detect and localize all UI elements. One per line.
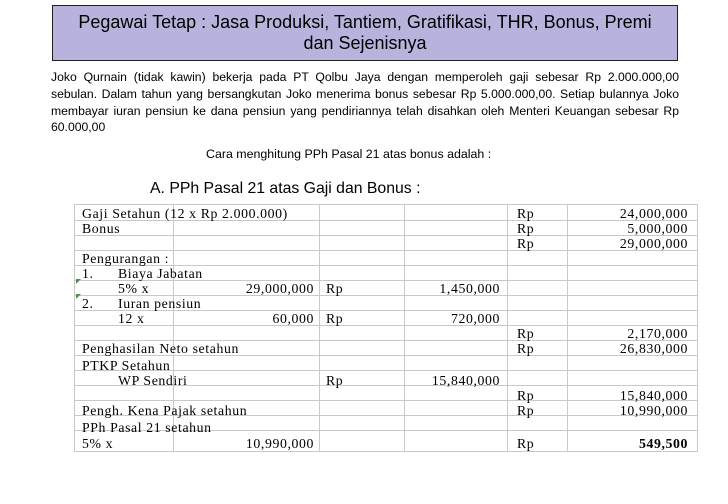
gaji-label: Gaji Setahun (12 x Rp 2.000.000)	[82, 206, 288, 221]
iuran-pensiun-label: Iuran pensiun	[118, 296, 202, 311]
iuran-pensiun-multiplier: 12 x	[118, 311, 145, 326]
gaji-currency: Rp	[517, 206, 535, 221]
bonus-value: 5,000,000	[627, 221, 688, 236]
bonus-currency: Rp	[517, 221, 535, 236]
ptkp-total-value: 15,840,000	[619, 388, 688, 403]
bonus-label: Bonus	[82, 221, 121, 236]
pph-currency: Rp	[517, 436, 535, 451]
calculation-table	[74, 204, 698, 454]
iuran-pensiun-base: 60,000	[272, 311, 314, 326]
bruto-value: 29,000,000	[619, 236, 688, 251]
neto-value: 26,830,000	[619, 341, 688, 356]
biaya-jabatan-label: Biaya Jabatan	[118, 266, 203, 281]
neto-label: Penghasilan Neto setahun	[82, 341, 239, 356]
bruto-currency: Rp	[517, 236, 535, 251]
pph-value: 549,500	[638, 436, 688, 451]
title-line-2: dan Sejenisnya	[303, 33, 427, 53]
iuran-pensiun-value: 720,000	[450, 311, 500, 326]
grid-line-h	[74, 235, 698, 236]
pengurangan-label: Pengurangan :	[82, 251, 170, 266]
item-number-2: 2.	[82, 296, 94, 311]
biaya-jabatan-value: 1,450,000	[439, 281, 500, 296]
cell-comment-marker	[76, 294, 81, 299]
ptkp-total-currency: Rp	[517, 388, 535, 403]
grid-line-h	[74, 325, 698, 326]
total-pengurangan-value: 2,170,000	[627, 326, 688, 341]
wp-sendiri-value: 15,840,000	[431, 373, 500, 388]
wp-sendiri-currency: Rp	[326, 373, 344, 388]
wp-sendiri-label: WP Sendiri	[118, 373, 188, 388]
title-line-1: Pegawai Tetap : Jasa Produksi, Tantiem, Gratifikasi, THR, Bonus, Premi	[78, 12, 652, 32]
cell-comment-marker	[76, 279, 81, 284]
total-pengurangan-currency: Rp	[517, 326, 535, 341]
neto-currency: Rp	[517, 341, 535, 356]
pph-rate: 5% x	[82, 436, 114, 451]
pkp-value: 10,990,000	[619, 403, 688, 418]
iuran-pensiun-currency: Rp	[326, 311, 344, 326]
pkp-currency: Rp	[517, 403, 535, 418]
item-number-1: 1.	[82, 266, 94, 281]
grid-line-h	[74, 451, 698, 452]
slide-title	[52, 5, 678, 61]
ptkp-label: PTKP Setahun	[82, 358, 171, 373]
section-heading: A. PPh Pasal 21 atas Gaji dan Bonus :	[150, 180, 421, 197]
pph-base: 10,990,000	[245, 436, 314, 451]
pph-label: PPh Pasal 21 setahun	[82, 420, 212, 435]
grid-line-h	[74, 400, 698, 401]
biaya-jabatan-rate: 5% x	[118, 281, 150, 296]
instruction-text: Cara menghitung PPh Pasal 21 atas bonus adalah :	[206, 147, 492, 161]
biaya-jabatan-base: 29,000,000	[245, 281, 314, 296]
grid-line-h	[74, 204, 698, 205]
gaji-value: 24,000,000	[619, 206, 688, 221]
case-paragraph: Joko Qurnain (tidak kawin) bekerja pada PT Qolbu Jaya dengan memperoleh gaji sebesar Rp 2.000.000,00 sebulan. Dalam tahun yang bersangkutan Joko menerima bonus sebesar Rp 5.000.000,00. Setiap bulannya Joko membayar iuran pensiun ke dana pensiun yang pendiriannya telah disahkan oleh Menteri Keuangan sebesar Rp 60.000,00	[51, 70, 679, 135]
biaya-jabatan-currency: Rp	[326, 281, 344, 296]
pkp-label: Pengh. Kena Pajak setahun	[82, 403, 248, 418]
